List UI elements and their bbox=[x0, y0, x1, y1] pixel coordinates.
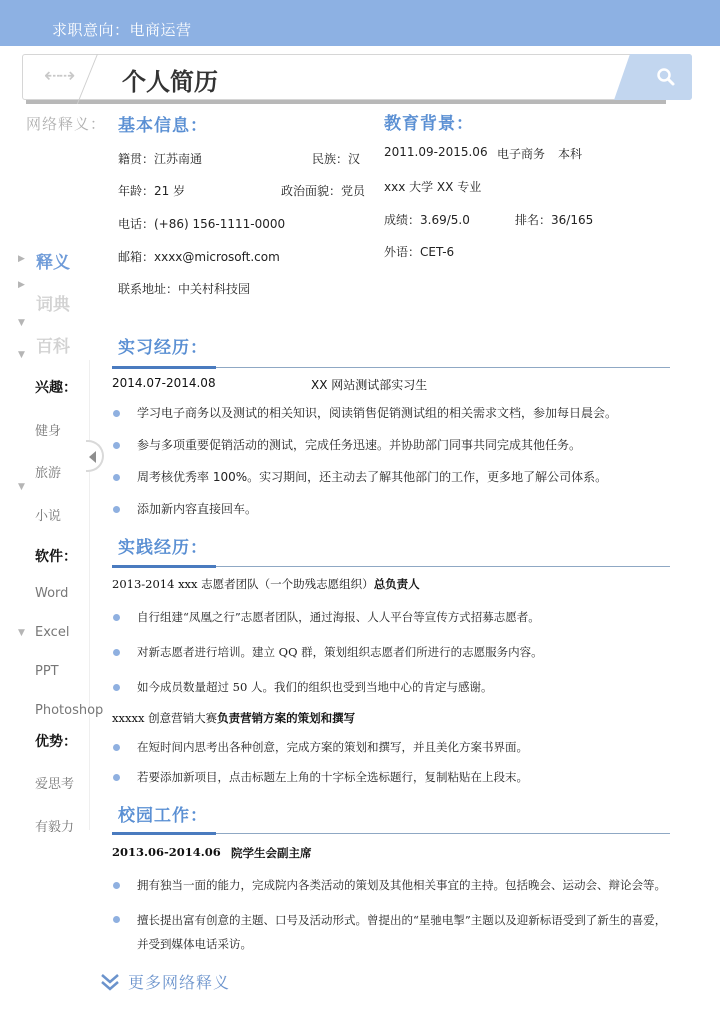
triangle-right-icon: ▶ bbox=[18, 254, 25, 264]
practice-title: 实践经历： bbox=[118, 538, 208, 558]
sidebar-item-dictionary[interactable] bbox=[18, 280, 98, 315]
triangle-right-icon: ▶ bbox=[18, 280, 25, 290]
section-divider bbox=[112, 832, 670, 836]
sidebar-item-label: 百科 bbox=[36, 337, 70, 357]
age: 年龄：21 岁 bbox=[118, 184, 186, 198]
search-input[interactable]: 个人简历 bbox=[122, 68, 218, 96]
section-divider bbox=[112, 565, 670, 569]
education-gpa: 成绩：3.69/5.0 bbox=[384, 213, 470, 227]
interest-item: 旅游 bbox=[35, 466, 62, 481]
email: 邮箱：xxxx@microsoft.com bbox=[118, 250, 280, 264]
strengths-heading: 优势： bbox=[35, 734, 77, 750]
job-intention: 求职意向：电商运营 bbox=[52, 21, 192, 39]
native-place: 籍贯：江苏南通 bbox=[118, 152, 203, 166]
bullet-dot bbox=[113, 614, 120, 621]
internship-title: 实习经历： bbox=[118, 338, 208, 358]
sidebar-item-encyclopedia[interactable] bbox=[18, 318, 98, 357]
software-item: PPT bbox=[35, 664, 59, 679]
ethnicity: 民族：汉 bbox=[312, 152, 361, 166]
strength-item: 爱思考 bbox=[35, 777, 75, 792]
internship-position: XX 网站测试部实习生 bbox=[311, 378, 428, 392]
double-chevron-down-icon bbox=[100, 972, 120, 992]
education-period: 2011.09-2015.06 bbox=[384, 145, 488, 159]
triangle-down-icon: ▼ bbox=[18, 628, 25, 638]
education-title: 教育背景： bbox=[384, 114, 474, 134]
search-icon bbox=[656, 67, 676, 87]
education-language: 外语：CET-6 bbox=[384, 245, 455, 259]
search-bar-shadow bbox=[26, 100, 666, 104]
basic-info-title: 基本信息： bbox=[118, 116, 208, 136]
triangle-down-icon: ▼ bbox=[18, 350, 25, 360]
bullet-dot bbox=[113, 410, 120, 417]
education-school: xxx 大学 XX 专业 bbox=[384, 180, 482, 194]
top-banner bbox=[0, 0, 720, 46]
practice-item-head: xxxxx 创意营销大赛负责营销方案的策划和撰写 bbox=[112, 711, 356, 725]
more-definitions-label: 更多网络释义 bbox=[128, 973, 231, 992]
practice-item-head: 2013-2014 xxx 志愿者团队（一个助残志愿组织）总负责人 bbox=[112, 577, 420, 591]
sidebar-item-label: 释义 bbox=[36, 253, 70, 273]
search-bar bbox=[22, 54, 692, 102]
section-divider bbox=[112, 366, 670, 370]
political-status: 政治面貌：党员 bbox=[281, 184, 366, 198]
software-item: Excel bbox=[35, 625, 70, 640]
education-rank: 排名：36/165 bbox=[515, 213, 594, 227]
sidebar-item-definition[interactable] bbox=[18, 248, 98, 272]
collapse-left-icon[interactable] bbox=[86, 440, 104, 472]
sidebar-label: 网络释义： bbox=[26, 115, 107, 133]
bullet-dot bbox=[113, 506, 120, 513]
bullet-dot bbox=[113, 744, 120, 751]
sidebar-item-label: 词典 bbox=[36, 295, 70, 315]
phone: 电话：(+86) 156-1111-0000 bbox=[118, 217, 286, 231]
bullet-dot bbox=[113, 916, 120, 923]
education-degree: 本科 bbox=[558, 147, 583, 161]
swap-arrows-icon[interactable]: ⇠⇢ bbox=[44, 63, 74, 87]
interest-item: 小说 bbox=[35, 509, 62, 524]
triangle-down-icon: ▼ bbox=[18, 482, 25, 492]
software-item: Word bbox=[35, 586, 69, 601]
education-major: 电子商务 bbox=[497, 147, 546, 161]
interests-heading: 兴趣： bbox=[35, 380, 77, 396]
software-heading: 软件： bbox=[35, 549, 77, 565]
campus-title: 校园工作： bbox=[118, 806, 208, 826]
sidebar-divider bbox=[89, 360, 90, 830]
software-item: Photoshop bbox=[35, 703, 104, 718]
campus-position: 院学生会副主席 bbox=[231, 846, 312, 860]
campus-period: 2013.06-2014.06 bbox=[112, 845, 221, 859]
strength-item: 有毅力 bbox=[35, 820, 75, 835]
bullet-dot bbox=[113, 474, 120, 481]
internship-period: 2014.07-2014.08 bbox=[112, 376, 216, 390]
interest-item: 健身 bbox=[35, 424, 62, 439]
bullet-dot bbox=[113, 442, 120, 449]
bullet-dot bbox=[113, 649, 120, 656]
bullet-dot bbox=[113, 774, 120, 781]
address: 联系地址：中关村科技园 bbox=[118, 282, 251, 296]
bullet-dot bbox=[113, 882, 120, 889]
triangle-down-icon: ▼ bbox=[18, 318, 25, 328]
bullet-dot bbox=[113, 684, 120, 691]
